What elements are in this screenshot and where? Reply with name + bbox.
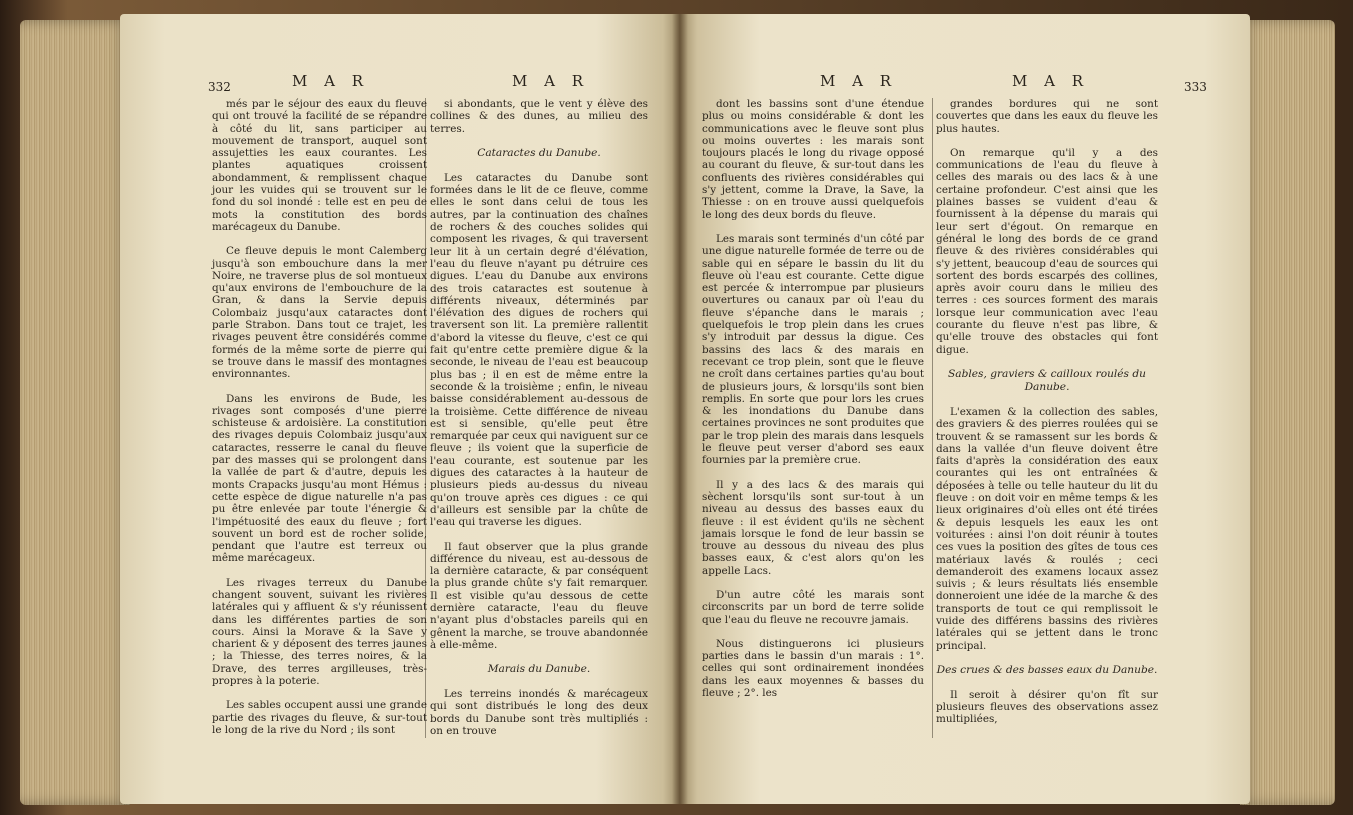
running-header-center: M A R xyxy=(512,72,590,90)
paragraph: si abondants, que le vent y élève des collines & des dunes, au milieu des terres. xyxy=(430,98,648,135)
paragraph: Les rivages terreux du Danube changent souvent, suivant les rivières latérales qui y affluent & s'y réunissent dans les différentes parties de son cours. Ainsi la Morave & la Save y charient & y déposent des terres jaunes ; la Thiesse, des terres noires, & la Drave, des terres argilleuses, très-propres à la poterie. xyxy=(212,576,427,688)
left-page-column-2 xyxy=(430,98,648,749)
paragraph: més par le séjour des eaux du fleuve qui ont trouvé la facilité de se répandre à côté du lit, sans participer au mouvement de transport, auquel sont assujetties les eaux courantes. Les plantes aquatiques croissent abondamment, & remplissent chaque jour les vuides qui se trouvent sur le fond du sol inondé : telle est en peu de mots la constitution des bords marécageux du Danube. xyxy=(212,98,427,233)
book-gutter xyxy=(672,14,688,804)
running-header-left: M A R xyxy=(820,72,898,90)
paragraph: On remarque qu'il y a des communications de l'eau du fleuve à celles des marais ou des lacs & à une certaine profondeur. C'est ainsi que les plaines basses se vuident d'eau & fournissent à la dépense du marais qui leur sert d'égout. On remarque en général le long des bords de ce grand fleuve & des rivières considérables qui s'y jettent, beaucoup d'eau de sources qui sortent des bords escarpés des collines, après avoir couru dans le milieu des terres : ces sources forment des marais lorsque leur communication avec l'eau courante du fleuve n'est pas libre, & qu'elle trouve des obstacles qui font digue. xyxy=(936,146,1158,356)
paragraph: Il seroit à désirer qu'on fît sur plusieurs fleuves des observations assez multipliées, xyxy=(936,688,1158,726)
left-page-column-1 xyxy=(212,98,427,748)
left-page-edges xyxy=(20,20,130,805)
right-page-column-2 xyxy=(936,98,1158,738)
right-page-edges xyxy=(1240,20,1335,805)
paragraph: Il faut observer que la plus grande différence du niveau, est au-dessous de la dernière cataracte, & par conséquent la plus grande chûte s'y fait remarquer. Il est visible qu'au dessous de cette dernière cataracte, l'eau du fleuve n'ayant plus d'obstacles pareils qui en gênent la marche, se trouve abandonnée à elle-même. xyxy=(430,540,648,651)
page-number: 332 xyxy=(208,80,231,94)
paragraph: Les sables occupent aussi une grande partie des rivages du fleuve, & sur-tout le long de la rive du Nord ; ils sont xyxy=(212,699,427,736)
left-page xyxy=(120,14,680,804)
paragraph: grandes bordures qui ne sont couvertes que dans les eaux du fleuve les plus hautes. xyxy=(936,98,1158,135)
running-header-left: M A R xyxy=(292,72,370,90)
paragraph: D'un autre côté les marais sont circonscrits par un bord de terre solide que l'eau du fleuve ne recouvre jamais. xyxy=(702,588,924,626)
paragraph: Les cataractes du Danube sont formées dans le lit de ce fleuve, comme elles le sont dans celui de tous les autres, par la continuation des chaînes de rochers & des couches solides qui composent les rivages, & qui traversent leur lit à un certain degré d'élévation, l'eau du fleuve n'ayant pu détruire ces digues. L'eau du Danube aux environs des trois cataractes est soutenue à différents niveaux, déterminés par l'élévation des digues de rochers qui traversent son lit. La première rallentit d'abord la vitesse du fleuve, c'est ce qui fait qu'entre cette première digue & la seconde, le niveau de l'eau est beaucoup plus bas ; il en est de même entre la seconde & la troisième ; enfin, le niveau baisse considérablement au-dessous de la troisième. Cette différence de niveau est si sensible, qu'elle peut être remarquée par ceux qui naviguent sur ce fleuve ; ils voient que la superficie de l'eau courante, est soutenue par les digues des cataractes à la hauteur de plusieurs pieds au-dessus du niveau qu'on trouve après ces digues : ce qui d'ailleurs est sensible par la chûte de l'eau qui traverse les digues. xyxy=(430,171,648,529)
section-heading: Marais du Danube. xyxy=(487,663,591,676)
column-rule xyxy=(932,98,933,738)
section-heading: Cataractes du Danube. xyxy=(477,146,601,159)
paragraph: Dans les environs de Bude, les rivages sont composés d'une pierre schisteuse & ardoisière. La constitution des rivages depuis Colombaiz jusqu'aux cataractes, resserre le canal du fleuve par des masses qui se prolongent dans la vallée de part & d'autre, depuis les monts Crapacks jusqu'au mont Hémus : cette espèce de digue naturelle n'a pas pu être enlevée par toute l'énergie & l'impétuosité des eaux du fleuve ; fort souvent un bord est de rocher solide, pendant que l'autre est terreux ou même marécageux. xyxy=(212,392,427,565)
right-page-column-1 xyxy=(702,98,924,711)
paragraph: Il y a des lacs & des marais qui sèchent lorsqu'ils sont sur-tout à un niveau au dessus des basses eaux du fleuve : il est évident qu'ils ne sèchent jamais lorsque le fond de leur bassin se trouve au dessous du niveau des plus basses eaux, & c'est alors qu'on les appelle Lacs. xyxy=(702,478,924,577)
paragraph: L'examen & la collection des sables, des graviers & des pierres roulées qui se trouvent & se ramassent sur les bords & dans la vallée d'un fleuve doivent être faits d'après la considération des eaux courantes qui les ont entraînées & déposées à telle ou telle hauteur du lit du fleuve : on doit voir en même temps & les lieux originaires d'où elles ont été tirées & depuis lesquels les eaux les ont voiturées : ainsi l'on doit réunir à toutes ces vues la position des gîtes de tous ces matériaux lavés & roulés ; ceci demanderoit des examens locaux assez suivis ; & leurs résultats liés ensemble donneroient une idée de la marche & des transports de tout ce qui remplissoit le vuide des différens bassins des rivières latérales qui se jettent dans le tronc principal. xyxy=(936,405,1158,652)
column-rule xyxy=(425,98,426,738)
paragraph: Ce fleuve depuis le mont Calemberg jusqu'à son embouchure dans la mer Noire, ne traverse plus de sol montueux qu'aux environs de l'embouchure de la Gran, & dans la Servie depuis Colombaiz jusqu'aux cataractes dont parle Strabon. Dans tout ce trajet, les rivages peuvent être considérés comme formés de la même sorte de pierre qui se trouve dans le massif des montagnes environnantes. xyxy=(212,245,427,381)
paragraph: dont les bassins sont d'une étendue plus ou moins considérable & dont les communications avec le fleuve sont plus ou moins ouvertes : les marais sont toujours placés le long du rivage opposé au courant du fleuve, & sur-tout dans les confluents des rivières considérables qui s'y jettent, comme la Drave, la Save, la Thiesse : on en trouve aussi quelquefois le long des deux bords du fleuve. xyxy=(702,98,924,221)
page-number: 333 xyxy=(1184,80,1207,94)
paragraph: Nous distinguerons ici plusieurs parties dans le bassin d'un marais : 1°. celles qui sont ordinairement inondées dans les eaux moyennes & basses du fleuve ; 2°. les xyxy=(702,637,924,700)
paragraph: Les terreins inondés & marécageux qui sont distribués le long des deux bords du Danube sont très multipliés : on en trouve xyxy=(430,688,648,738)
paragraph: Les marais sont terminés d'un côté par une digue naturelle formée de terre ou de sable qui en sépare le bassin du lit du fleuve où l'eau est courante. Cette digue est percée & interrompue par plusieurs ouvertures ou canaux par où l'eau du fleuve s'épanche dans le marais ; quelquefois le trop plein dans les crues s'y introduit par dessus la digue. Ces bassins des lacs & des marais en recevant ce trop plein, sont que le fleuve ne croît dans certaines parties qu'au bout de plusieurs jours, & lorsqu'ils sont bien remplis. En sorte que pour lors les crues & les inondations du Danube dans certaines provinces ne sont produites que par le trop plein des marais dans lesquels le fleuve peut verser d'abord ses eaux fournies par la première crue. xyxy=(702,232,924,467)
section-heading: Des crues & des basses eaux du Danube. xyxy=(936,663,1158,676)
right-page xyxy=(680,14,1250,804)
section-heading: Sables, graviers & cailloux roulés du Danube. xyxy=(948,367,1146,393)
running-header-center: M A R xyxy=(1012,72,1090,90)
